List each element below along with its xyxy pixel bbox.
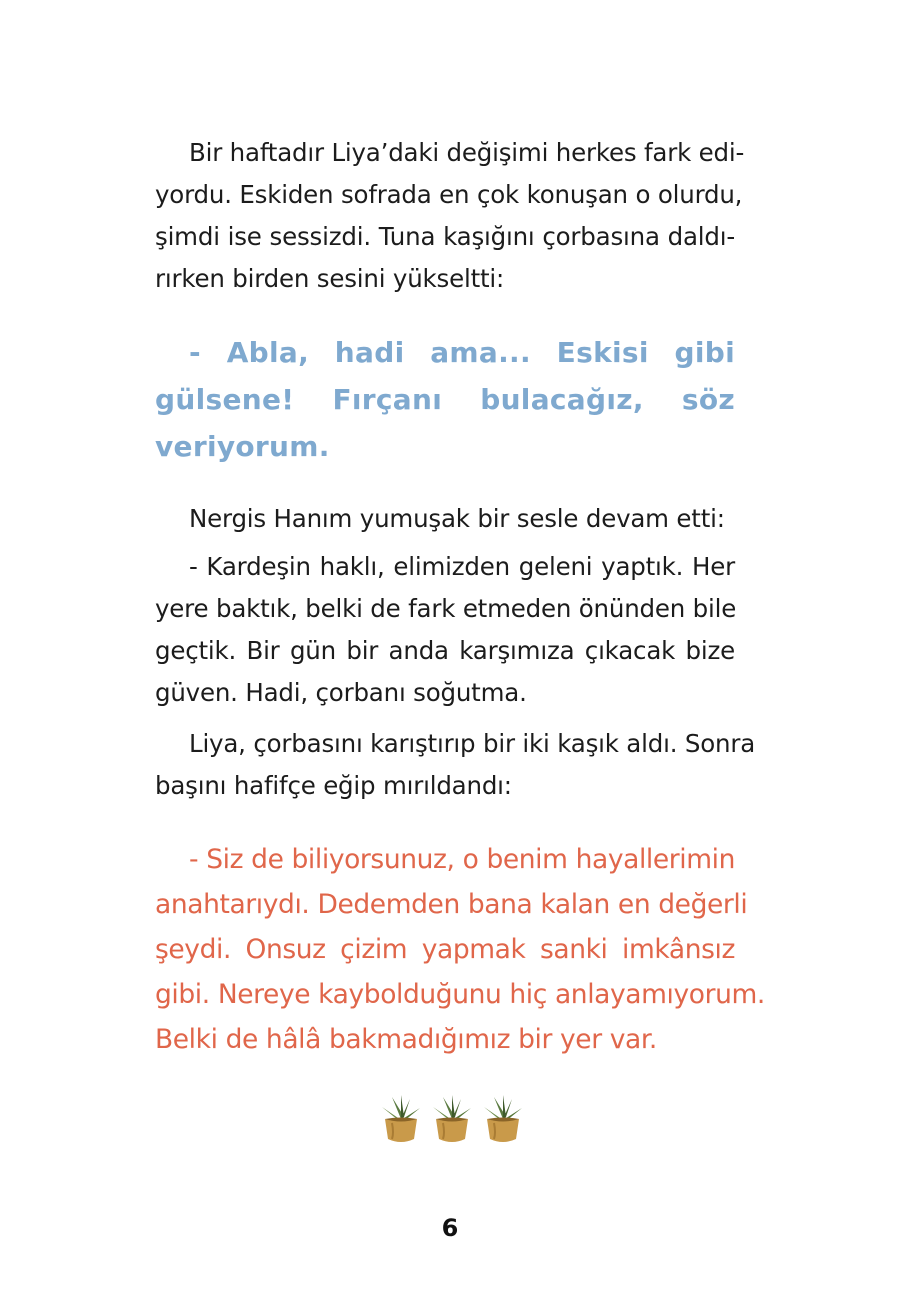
potted-plant-icon xyxy=(380,1093,422,1145)
text-line: Liya, çorbasını karıştırıp bir iki kaşık aldı. Sonra xyxy=(189,729,756,758)
potted-plant-icon xyxy=(482,1093,524,1145)
quote-line: şeydi. Onsuz çizim yapmak sanki imkânsız xyxy=(155,934,735,965)
quote-line: veriyorum. xyxy=(155,430,330,463)
text-line: yordu. Eskiden sofrada en çok konuşan o olurdu, xyxy=(155,180,743,209)
paragraph-intro xyxy=(155,132,745,300)
text-line: güven. Hadi, çorbanı soğutma. xyxy=(155,678,527,707)
quote-tuna xyxy=(155,329,735,470)
quote-line: gibi. Nereye kaybolduğunu hiç anlayamıyorum. xyxy=(155,979,765,1010)
quote-line: - Siz de biliyorsunuz, o benim hayallerimin xyxy=(189,844,735,875)
paragraph-nergis-speech xyxy=(155,546,735,714)
paragraph-liya-action xyxy=(155,723,756,807)
text-line: Nergis Hanım yumuşak bir sesle devam etti: xyxy=(189,504,725,533)
quote-liya xyxy=(155,837,765,1062)
text-line: yere baktık, belki de fark etmeden önünden bile xyxy=(155,594,737,623)
page-number: 6 xyxy=(441,1214,459,1242)
text-line: rırken birden sesini yükseltti: xyxy=(155,264,505,293)
text-line: başını hafifçe eğip mırıldandı: xyxy=(155,771,512,800)
paragraph-nergis-intro xyxy=(155,498,735,540)
text-line: Bir haftadır Liya’daki değişimi herkes fark edi- xyxy=(189,138,745,167)
potted-plant-icon xyxy=(431,1093,473,1145)
text-line: şimdi ise sessizdi. Tuna kaşığını çorbasına daldı- xyxy=(155,222,735,251)
quote-line: - Abla, hadi ama... Eskisi gibi xyxy=(189,336,735,369)
text-line: - Kardeşin haklı, elimizden geleni yaptık. Her xyxy=(189,552,735,581)
quote-line: gülsene! Fırçanı bulacağız, söz xyxy=(155,383,735,416)
quote-line: Belki de hâlâ bakmadığımız bir yer var. xyxy=(155,1024,657,1055)
text-line: geçtik. Bir gün bir anda karşımıza çıkacak bize xyxy=(155,636,735,665)
quote-line: anahtarıydı. Dedemden bana kalan en değerli xyxy=(155,889,748,920)
plant-ornament xyxy=(380,1093,524,1145)
